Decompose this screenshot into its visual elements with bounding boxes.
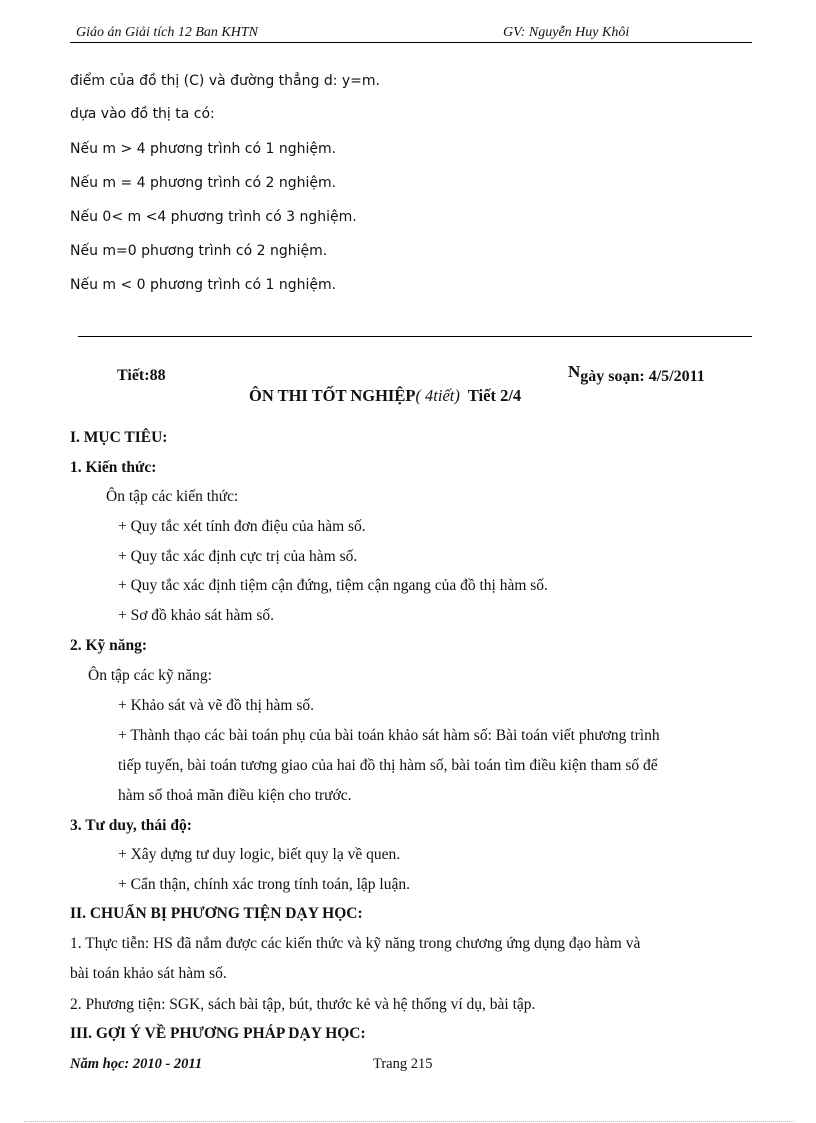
list-item: + Xây dựng tư duy logic, biết quy lạ về quen. bbox=[118, 846, 401, 863]
text-line: bài toán khảo sát hàm số. bbox=[70, 965, 227, 982]
footer-page: Trang 215 bbox=[373, 1056, 433, 1072]
text-line: Ôn tập các kỹ năng: bbox=[88, 667, 212, 684]
list-item-continued: hàm số thoả mãn điều kiện cho trước. bbox=[118, 787, 352, 804]
date-initial: N bbox=[568, 362, 581, 381]
header-left: Giáo án Giải tích 12 Ban KHTN bbox=[76, 25, 259, 40]
list-item: + Quy tắc xác định cực trị của hàm số. bbox=[118, 548, 358, 565]
text-line: 2. Phương tiện: SGK, sách bài tập, bút, thước kẻ và hệ thống ví dụ, bài tập. bbox=[70, 996, 536, 1013]
section-heading: II. CHUẨN BỊ PHƯƠNG TIỆN DẠY HỌC: bbox=[70, 905, 363, 922]
text-line: Nếu m < 0 phương trình có 1 nghiệm. bbox=[70, 277, 337, 293]
lesson-number: Tiết:88 bbox=[117, 367, 166, 384]
subsection-heading: 1. Kiến thức: bbox=[70, 459, 157, 476]
text-line: 1. Thực tiễn: HS đã nắm được các kiến thức và kỹ năng trong chương ứng dụng đạo hàm và bbox=[70, 935, 641, 952]
header-right: GV: Nguyễn Huy Khôi bbox=[503, 25, 630, 40]
header-rule bbox=[70, 42, 752, 43]
lesson-title bbox=[249, 386, 521, 406]
section-separator bbox=[78, 336, 752, 337]
list-item: + Quy tắc xét tính đơn điệu của hàm số. bbox=[118, 518, 366, 535]
subsection-heading: 3. Tư duy, thái độ: bbox=[70, 817, 192, 834]
title-italic: ( 4tiết) bbox=[415, 386, 460, 405]
title-main: ÔN THI TỐT NGHIỆP bbox=[249, 386, 416, 405]
text-line: Nếu m=0 phương trình có 2 nghiệm. bbox=[70, 243, 328, 259]
title-tail: Tiết 2/4 bbox=[459, 386, 522, 405]
text-line: dựa vào đồ thị ta có: bbox=[70, 106, 215, 122]
lesson-date bbox=[568, 362, 705, 386]
text-line: Nếu 0< m <4 phương trình có 3 nghiệm. bbox=[70, 209, 357, 225]
footer-year: Năm học: 2010 - 2011 bbox=[70, 1056, 203, 1072]
text-line: điểm của đồ thị (C) và đường thẳng d: y=m. bbox=[70, 73, 380, 89]
subsection-heading: 2. Kỹ năng: bbox=[70, 637, 148, 654]
text-line: Nếu m > 4 phương trình có 1 nghiệm. bbox=[70, 141, 337, 157]
date-value: 4/5/2011 bbox=[648, 368, 705, 385]
list-item-continued: tiếp tuyến, bài toán tương giao của hai đồ thị hàm số, bài toán tìm điều kiện tham số để bbox=[118, 757, 658, 774]
page-bottom-border bbox=[24, 1121, 794, 1122]
list-item: + Cẩn thận, chính xác trong tính toán, lập luận. bbox=[118, 876, 410, 893]
date-label: gày soạn: bbox=[580, 368, 649, 385]
section-heading: I. MỤC TIÊU: bbox=[70, 429, 168, 446]
text-line: Ôn tập các kiến thức: bbox=[106, 488, 239, 505]
list-item: + Khảo sát và vẽ đồ thị hàm số. bbox=[118, 697, 314, 714]
list-item: + Sơ đồ khảo sát hàm số. bbox=[118, 607, 274, 624]
list-item: + Thành thạo các bài toán phụ của bài toán khảo sát hàm số: Bài toán viết phương trình bbox=[118, 727, 660, 744]
text-line: Nếu m = 4 phương trình có 2 nghiệm. bbox=[70, 175, 337, 191]
section-heading: III. GỢI Ý VỀ PHƯƠNG PHÁP DẠY HỌC: bbox=[70, 1025, 366, 1042]
list-item: + Quy tắc xác định tiệm cận đứng, tiệm cận ngang của đồ thị hàm số. bbox=[118, 577, 548, 594]
